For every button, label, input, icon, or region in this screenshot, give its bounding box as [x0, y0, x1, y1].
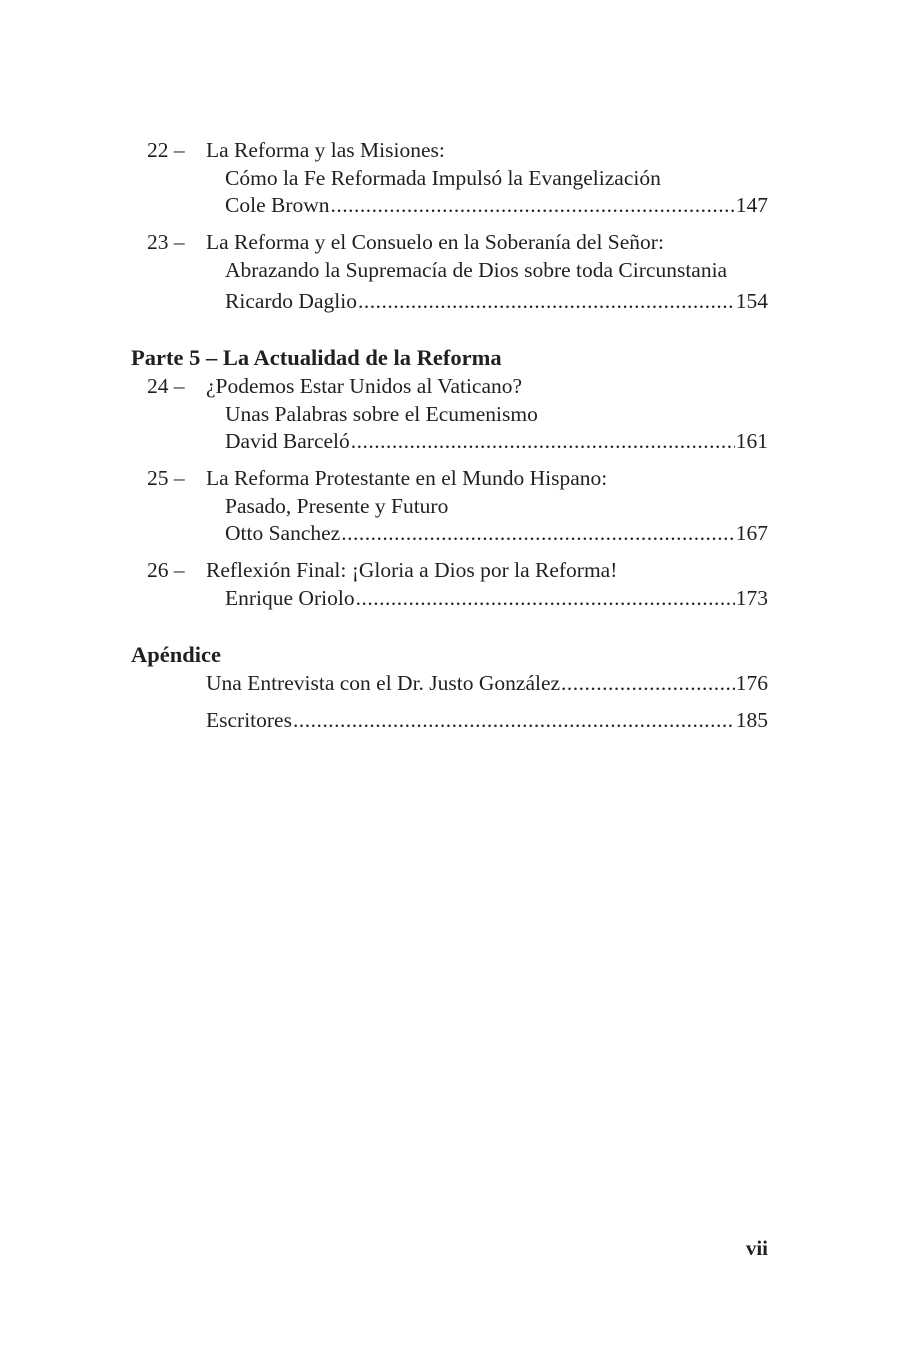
dot-leader — [341, 520, 735, 546]
section-heading-parte-5: Parte 5 – La Actualidad de la Reforma — [131, 345, 502, 370]
entry-author-line — [225, 288, 768, 314]
entry-number: 24 – — [147, 374, 185, 398]
entry-author-line — [225, 428, 768, 454]
entry-title: La Reforma Protestante en el Mundo Hispano: — [206, 466, 608, 490]
page-folio: vii — [745, 1236, 768, 1260]
entry-subtitle: Pasado, Presente y Futuro — [225, 494, 449, 518]
entry-subtitle: Cómo la Fe Reformada Impulsó la Evangelización — [225, 166, 661, 190]
entry-number: 25 – — [147, 466, 185, 490]
entry-author: Ricardo Daglio — [225, 289, 357, 313]
entry-page-number: 147 — [735, 193, 768, 217]
dot-leader — [351, 428, 735, 454]
dot-leader — [331, 192, 735, 218]
entry-title: La Reforma y las Misiones: — [206, 138, 445, 162]
entry-subtitle: Abrazando la Supremacía de Dios sobre toda Circunstania — [225, 258, 728, 282]
entry-page-number: 185 — [735, 708, 768, 732]
entry-page-number: 176 — [735, 671, 768, 695]
entry-page-number: 167 — [735, 521, 768, 545]
entry-author: Otto Sanchez — [225, 521, 341, 545]
entry-page-number: 154 — [735, 289, 768, 313]
entry-author-line — [225, 585, 768, 611]
entry-title: Escritores — [206, 708, 292, 732]
dot-leader — [358, 288, 735, 314]
entry-title: ¿Podemos Estar Unidos al Vaticano? — [206, 374, 523, 398]
entry-title: La Reforma y el Consuelo en la Soberanía del Señor: — [206, 230, 664, 254]
entry-author: Cole Brown — [225, 193, 330, 217]
entry-title: Una Entrevista con el Dr. Justo González — [206, 671, 561, 695]
toc-entry-entrevista — [206, 670, 768, 696]
entry-page-number: 173 — [735, 586, 768, 610]
dot-leader — [356, 585, 735, 611]
entry-title: Reflexión Final: ¡Gloria a Dios por la Reforma! — [206, 558, 618, 582]
entry-author: Enrique Oriolo — [225, 586, 355, 610]
toc-entry-escritores — [206, 707, 768, 733]
entry-author-line — [225, 520, 768, 546]
entry-number: 22 – — [147, 138, 185, 162]
section-heading-apendice: Apéndice — [131, 642, 221, 667]
entry-author-line — [225, 192, 768, 218]
entry-number: 26 – — [147, 558, 185, 582]
entry-subtitle: Unas Palabras sobre el Ecumenismo — [225, 402, 538, 426]
entry-number: 23 – — [147, 230, 185, 254]
entry-author: David Barceló — [225, 429, 350, 453]
entry-page-number: 161 — [735, 429, 768, 453]
dot-leader — [293, 707, 735, 733]
dot-leader — [561, 670, 735, 696]
